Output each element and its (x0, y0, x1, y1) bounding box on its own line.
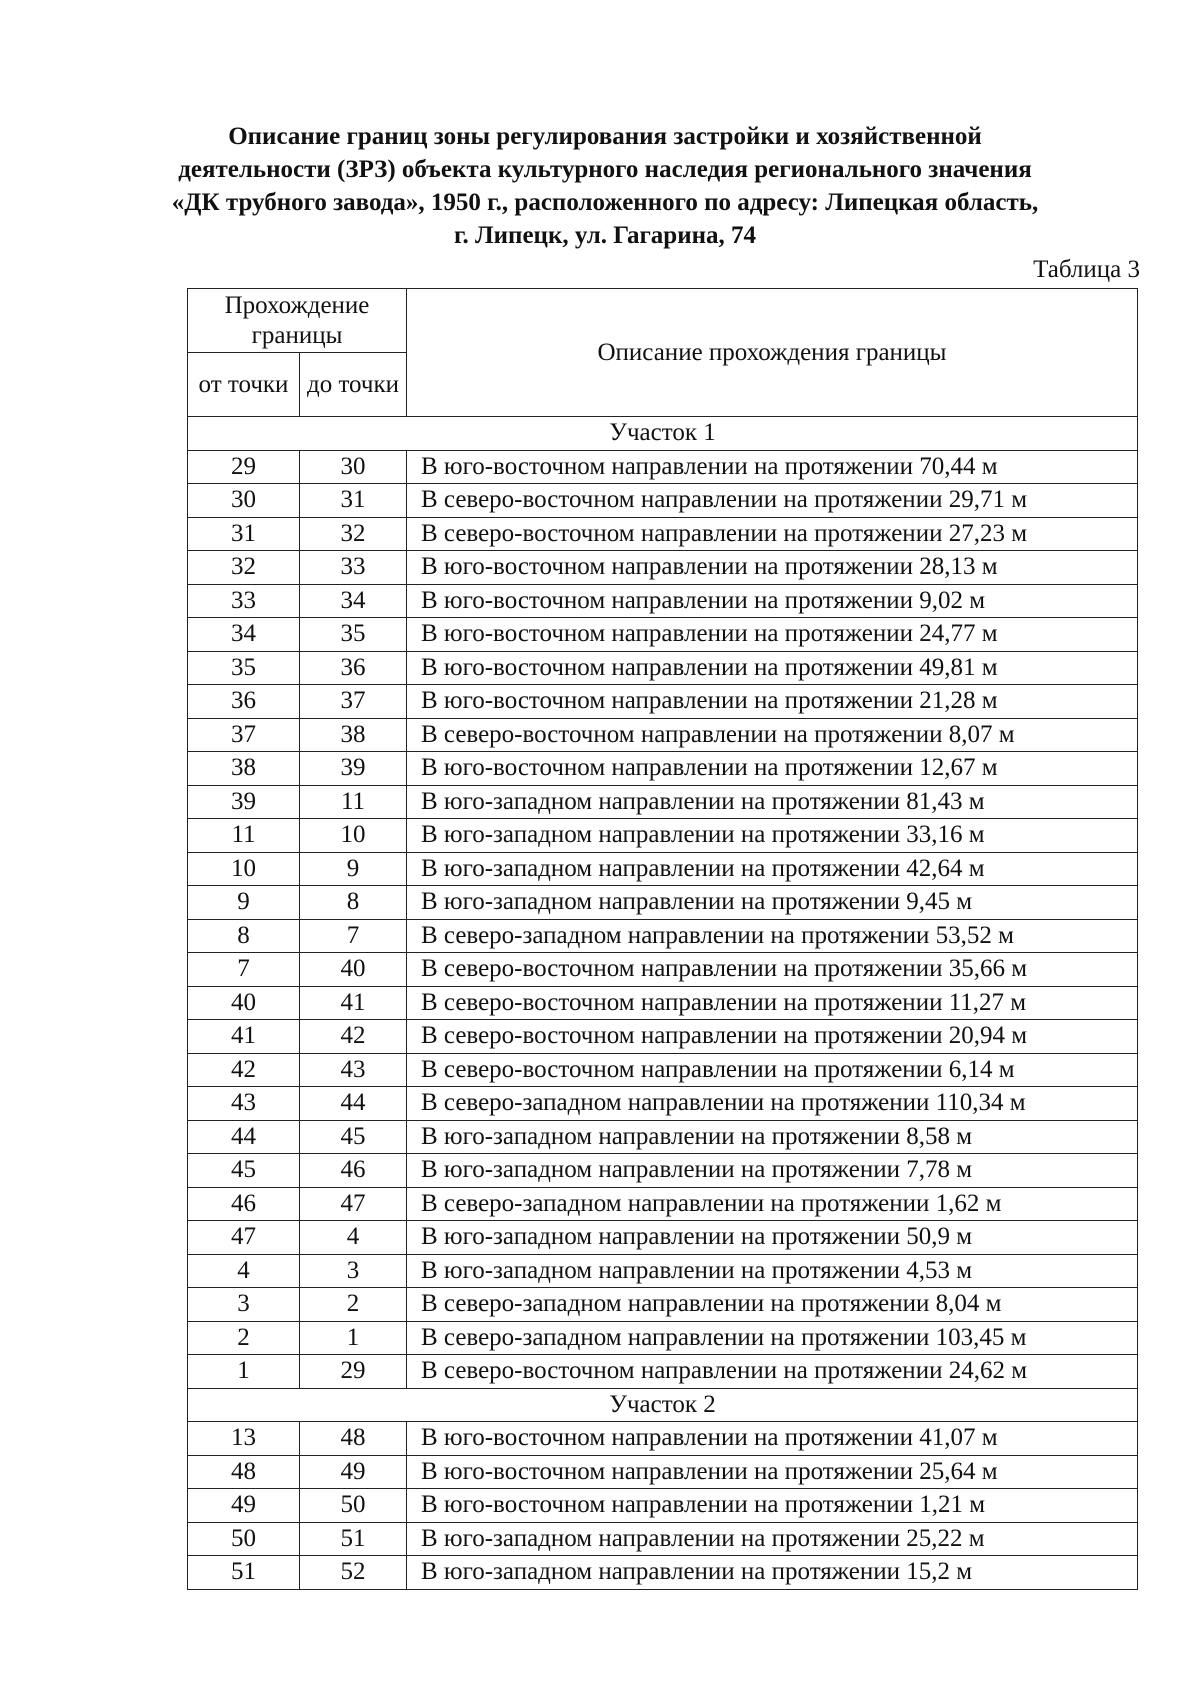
table-row (188, 1489, 1138, 1523)
cell-description: В юго-западном направлении на протяжении 15,2 м (407, 1556, 1138, 1590)
cell-description: В северо-западном направлении на протяжении 1,62 м (407, 1187, 1138, 1221)
cell-to: 8 (300, 886, 407, 920)
cell-to: 32 (300, 517, 407, 551)
table-row (188, 1355, 1138, 1389)
cell-from: 49 (188, 1489, 300, 1523)
table-row (188, 618, 1138, 652)
table-row (188, 752, 1138, 786)
cell-from: 39 (188, 785, 300, 819)
section-row (188, 1388, 1138, 1422)
cell-description: В юго-восточном направлении на протяжении 12,67 м (407, 752, 1138, 786)
cell-description: В юго-восточном направлении на протяжении 9,02 м (407, 584, 1138, 618)
cell-description: В северо-восточном направлении на протяжении 35,66 м (407, 953, 1138, 987)
cell-description: В северо-восточном направлении на протяжении 20,94 м (407, 1020, 1138, 1054)
cell-from: 13 (188, 1422, 300, 1456)
table-row (188, 819, 1138, 853)
cell-from: 40 (188, 986, 300, 1020)
cell-description: В северо-восточном направлении на протяжении 8,07 м (407, 718, 1138, 752)
table-row (188, 1221, 1138, 1255)
cell-from: 11 (188, 819, 300, 853)
table-row (188, 1288, 1138, 1322)
cell-from: 44 (188, 1120, 300, 1154)
cell-to: 11 (300, 785, 407, 819)
cell-to: 41 (300, 986, 407, 1020)
cell-from: 37 (188, 718, 300, 752)
cell-from: 8 (188, 919, 300, 953)
cell-to: 35 (300, 618, 407, 652)
cell-description: В северо-западном направлении на протяжении 103,45 м (407, 1321, 1138, 1355)
cell-description: В юго-восточном направлении на протяжении 49,81 м (407, 651, 1138, 685)
cell-description: В юго-западном направлении на протяжении 9,45 м (407, 886, 1138, 920)
cell-description: В юго-западном направлении на протяжении 33,16 м (407, 819, 1138, 853)
cell-to: 50 (300, 1489, 407, 1523)
cell-description: В юго-восточном направлении на протяжении 24,77 м (407, 618, 1138, 652)
table-row (188, 1455, 1138, 1489)
cell-from: 46 (188, 1187, 300, 1221)
cell-from: 31 (188, 517, 300, 551)
table-row (188, 584, 1138, 618)
cell-description: В юго-западном направлении на протяжении 25,22 м (407, 1522, 1138, 1556)
cell-description: В юго-восточном направлении на протяжении 41,07 м (407, 1422, 1138, 1456)
cell-to: 51 (300, 1522, 407, 1556)
cell-from: 30 (188, 484, 300, 518)
table-row (188, 484, 1138, 518)
cell-from: 33 (188, 584, 300, 618)
cell-description: В юго-западном направлении на протяжении 42,64 м (407, 852, 1138, 886)
cell-from: 3 (188, 1288, 300, 1322)
cell-description: В юго-западном направлении на протяжении 4,53 м (407, 1254, 1138, 1288)
cell-from: 48 (188, 1455, 300, 1489)
cell-description: В северо-восточном направлении на протяжении 6,14 м (407, 1053, 1138, 1087)
cell-from: 36 (188, 685, 300, 719)
table-row (188, 1053, 1138, 1087)
cell-to: 46 (300, 1154, 407, 1188)
cell-to: 3 (300, 1254, 407, 1288)
cell-from: 10 (188, 852, 300, 886)
cell-description: В юго-восточном направлении на протяжении 25,64 м (407, 1455, 1138, 1489)
section-title: Участок 1 (188, 417, 1138, 451)
cell-from: 41 (188, 1020, 300, 1054)
cell-to: 30 (300, 450, 407, 484)
cell-from: 38 (188, 752, 300, 786)
cell-description: В юго-западном направлении на протяжении 7,78 м (407, 1154, 1138, 1188)
cell-from: 2 (188, 1321, 300, 1355)
table-row (188, 852, 1138, 886)
cell-to: 42 (300, 1020, 407, 1054)
cell-from: 47 (188, 1221, 300, 1255)
cell-from: 45 (188, 1154, 300, 1188)
cell-from: 7 (188, 953, 300, 987)
table-row (188, 986, 1138, 1020)
table-row (188, 450, 1138, 484)
table-label: Таблица 3 (1033, 256, 1140, 283)
cell-description: В северо-западном направлении на протяжении 53,52 м (407, 919, 1138, 953)
cell-description: В юго-западном направлении на протяжении 81,43 м (407, 785, 1138, 819)
cell-to: 33 (300, 551, 407, 585)
cell-to: 4 (300, 1221, 407, 1255)
table-body (188, 417, 1138, 1590)
table-row (188, 919, 1138, 953)
cell-to: 44 (300, 1087, 407, 1121)
table-row (188, 517, 1138, 551)
title-line: г. Липецк, ул. Гагарина, 74 (453, 222, 757, 249)
table-row (188, 1154, 1138, 1188)
cell-description: В северо-восточном направлении на протяжении 11,27 м (407, 986, 1138, 1020)
cell-description: В юго-восточном направлении на протяжении 28,13 м (407, 551, 1138, 585)
cell-to: 48 (300, 1422, 407, 1456)
table-row (188, 1321, 1138, 1355)
table-row (188, 1020, 1138, 1054)
header-to: до точки (300, 353, 407, 417)
table-row (188, 718, 1138, 752)
section-title: Участок 2 (188, 1388, 1138, 1422)
cell-to: 40 (300, 953, 407, 987)
cell-description: В северо-западном направлении на протяжении 8,04 м (407, 1288, 1138, 1322)
cell-from: 50 (188, 1522, 300, 1556)
header-description: Описание прохождения границы (407, 289, 1138, 417)
cell-to: 38 (300, 718, 407, 752)
cell-to: 43 (300, 1053, 407, 1087)
document-title (150, 120, 1060, 252)
cell-from: 51 (188, 1556, 300, 1590)
cell-description: В юго-восточном направлении на протяжении 1,21 м (407, 1489, 1138, 1523)
table-row (188, 1120, 1138, 1154)
table-row (188, 1254, 1138, 1288)
header-from: от точки (188, 353, 300, 417)
cell-to: 7 (300, 919, 407, 953)
cell-from: 4 (188, 1254, 300, 1288)
cell-to: 39 (300, 752, 407, 786)
cell-to: 31 (300, 484, 407, 518)
cell-to: 47 (300, 1187, 407, 1221)
cell-from: 29 (188, 450, 300, 484)
cell-from: 34 (188, 618, 300, 652)
cell-to: 37 (300, 685, 407, 719)
cell-to: 29 (300, 1355, 407, 1389)
table-row (188, 1087, 1138, 1121)
table-row (188, 651, 1138, 685)
cell-to: 1 (300, 1321, 407, 1355)
table-row (188, 1187, 1138, 1221)
table-row (188, 685, 1138, 719)
cell-from: 32 (188, 551, 300, 585)
cell-to: 10 (300, 819, 407, 853)
title-line: деятельности (ЗРЗ) объекта культурного наследия регионального значения (178, 156, 1032, 183)
cell-to: 2 (300, 1288, 407, 1322)
table-row (188, 551, 1138, 585)
cell-from: 42 (188, 1053, 300, 1087)
table-row (188, 1556, 1138, 1590)
table-row (188, 953, 1138, 987)
cell-from: 1 (188, 1355, 300, 1389)
cell-description: В юго-восточном направлении на протяжении 21,28 м (407, 685, 1138, 719)
cell-to: 36 (300, 651, 407, 685)
cell-to: 34 (300, 584, 407, 618)
section-row (188, 417, 1138, 451)
cell-description: В северо-восточном направлении на протяжении 24,62 м (407, 1355, 1138, 1389)
cell-description: В северо-западном направлении на протяжении 110,34 м (407, 1087, 1138, 1121)
table-header (188, 289, 1138, 417)
cell-from: 43 (188, 1087, 300, 1121)
boundary-table (187, 288, 1138, 1590)
cell-description: В юго-восточном направлении на протяжении 70,44 м (407, 450, 1138, 484)
table-row (188, 1522, 1138, 1556)
cell-to: 49 (300, 1455, 407, 1489)
cell-description: В юго-западном направлении на протяжении 50,9 м (407, 1221, 1138, 1255)
title-line: Описание границ зоны регулирования застройки и хозяйственной (228, 123, 982, 150)
cell-to: 45 (300, 1120, 407, 1154)
table-row (188, 785, 1138, 819)
cell-description: В северо-восточном направлении на протяжении 29,71 м (407, 484, 1138, 518)
table-row (188, 886, 1138, 920)
cell-from: 9 (188, 886, 300, 920)
table-row (188, 1422, 1138, 1456)
header-passage: Прохождение границы (188, 289, 407, 353)
cell-description: В северо-восточном направлении на протяжении 27,23 м (407, 517, 1138, 551)
title-line: «ДК трубного завода», 1950 г., расположенного по адресу: Липецкая область, (171, 189, 1039, 216)
cell-from: 35 (188, 651, 300, 685)
cell-description: В юго-западном направлении на протяжении 8,58 м (407, 1120, 1138, 1154)
cell-to: 52 (300, 1556, 407, 1590)
cell-to: 9 (300, 852, 407, 886)
